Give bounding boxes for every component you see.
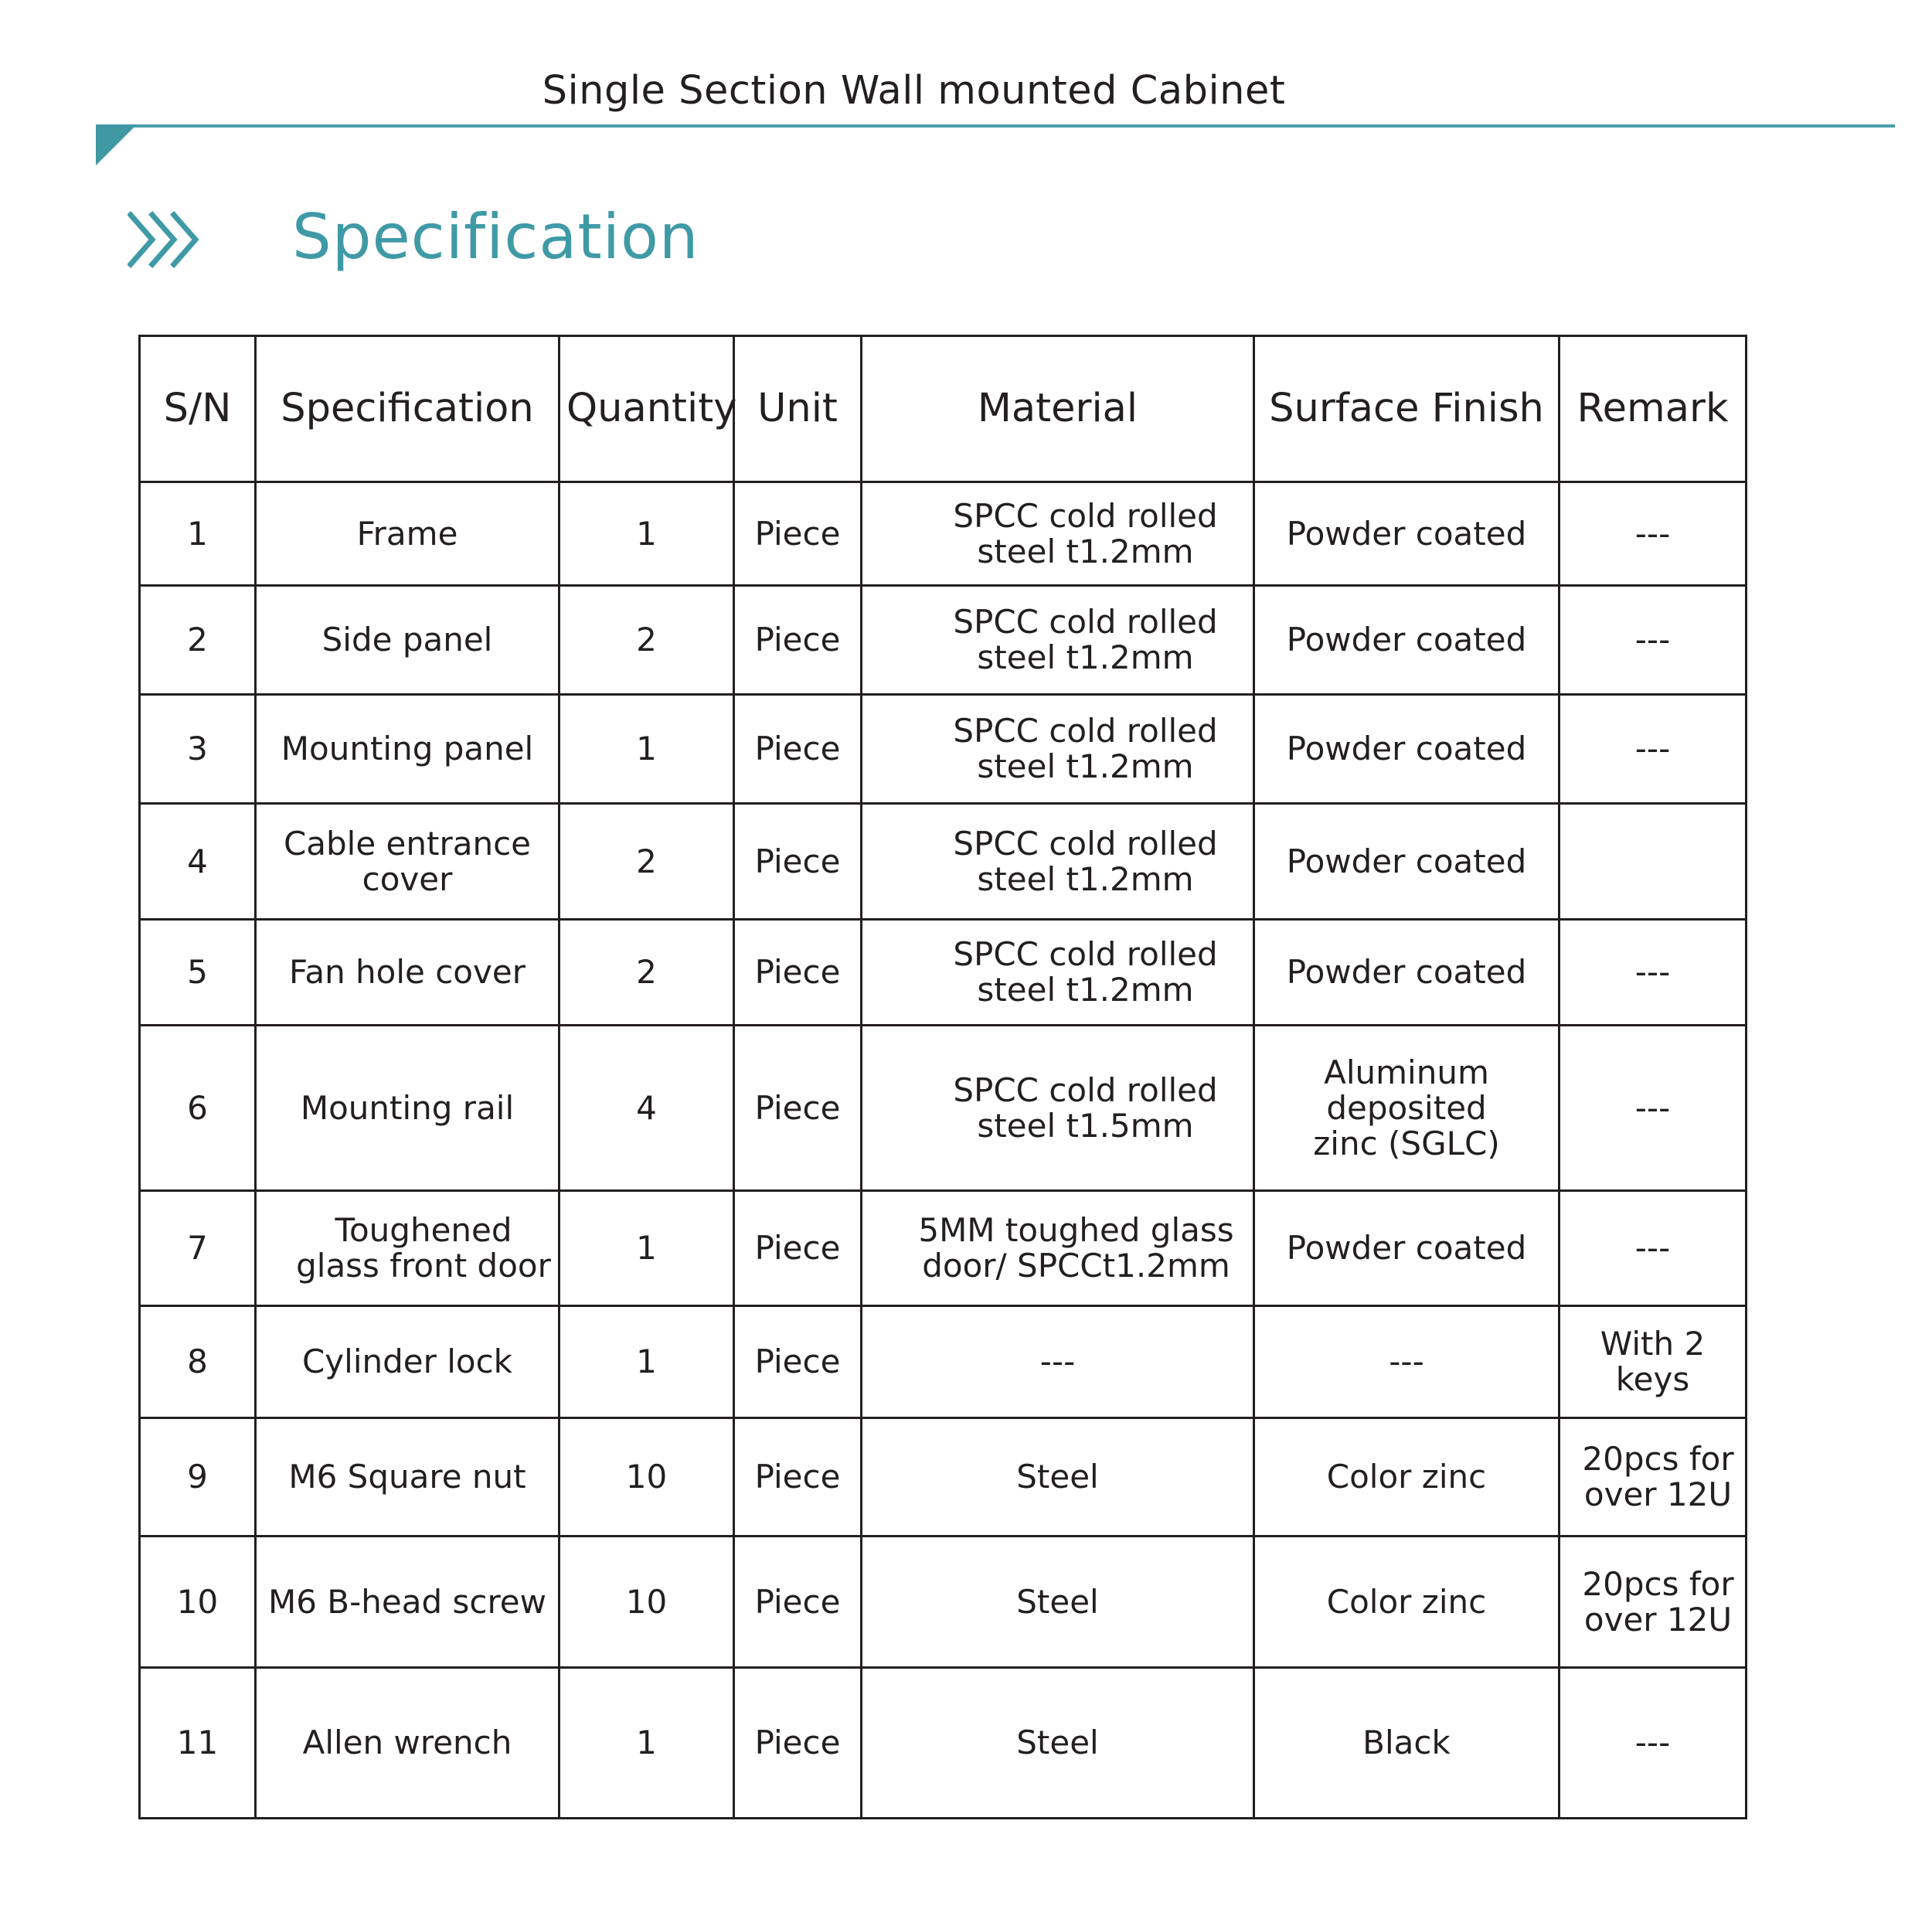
cell-qty: 4 (560, 1026, 734, 1191)
column-header: S/N (140, 336, 256, 482)
cell-unit: Piece (734, 1191, 862, 1306)
cell-remark: --- (1560, 920, 1747, 1026)
cell-spec: Mounting panel (256, 695, 560, 804)
table-row (140, 695, 1747, 804)
table-row (140, 804, 1747, 920)
cell-material: Steel (862, 1418, 1254, 1537)
document-title: Single Section Wall mounted Cabinet (542, 68, 1286, 114)
cell-sn: 6 (140, 1026, 256, 1191)
cell-finish: --- (1254, 1306, 1560, 1418)
cell-sn: 9 (140, 1418, 256, 1537)
cell-material: SPCC cold rolled steel t1.2mm (862, 695, 1254, 804)
cell-qty: 2 (560, 804, 734, 920)
cell-sn: 10 (140, 1537, 256, 1668)
cell-finish: Powder coated (1254, 586, 1560, 695)
cell-spec: M6 B-head screw (256, 1537, 560, 1668)
cell-material: SPCC cold rolled steel t1.2mm (862, 586, 1254, 695)
cell-sn: 5 (140, 920, 256, 1026)
cell-unit: Piece (734, 920, 862, 1026)
cell-material: SPCC cold rolled steel t1.5mm (862, 1026, 1254, 1191)
cell-qty: 10 (560, 1537, 734, 1668)
cell-unit: Piece (734, 695, 862, 804)
cell-remark: --- (1560, 1026, 1747, 1191)
cell-material: Steel (862, 1537, 1254, 1668)
cell-sn: 7 (140, 1191, 256, 1306)
cell-unit: Piece (734, 1537, 862, 1668)
table-row (140, 1191, 1747, 1306)
cell-material: SPCC cold rolled steel t1.2mm (862, 482, 1254, 586)
cell-spec: Fan hole cover (256, 920, 560, 1026)
table-row (140, 1537, 1747, 1668)
cell-remark: With 2 keys (1560, 1306, 1747, 1418)
cell-qty: 2 (560, 586, 734, 695)
cell-remark (1560, 804, 1747, 920)
cell-spec: Side panel (256, 586, 560, 695)
cell-qty: 2 (560, 920, 734, 1026)
cell-unit: Piece (734, 1306, 862, 1418)
column-header: Quantity (560, 336, 734, 482)
cell-sn: 3 (140, 695, 256, 804)
cell-qty: 1 (560, 1668, 734, 1819)
cell-unit: Piece (734, 1668, 862, 1819)
cell-sn: 2 (140, 586, 256, 695)
cell-finish: Color zinc (1254, 1418, 1560, 1537)
cell-remark: --- (1560, 1191, 1747, 1306)
table-row (140, 482, 1747, 586)
cell-spec: Cable entrance cover (256, 804, 560, 920)
cell-qty: 1 (560, 482, 734, 586)
cell-remark: 20pcs for over 12U (1560, 1537, 1747, 1668)
header-rule (96, 124, 1895, 128)
header-rule-corner (96, 124, 137, 165)
cell-qty: 10 (560, 1418, 734, 1537)
cell-sn: 8 (140, 1306, 256, 1418)
cell-unit: Piece (734, 804, 862, 920)
column-header: Specification (256, 336, 560, 482)
cell-material: SPCC cold rolled steel t1.2mm (862, 804, 1254, 920)
cell-finish: Black (1254, 1668, 1560, 1819)
table-row (140, 1668, 1747, 1819)
column-header: Material (862, 336, 1254, 482)
cell-finish: Aluminum deposited zinc (SGLC) (1254, 1026, 1560, 1191)
cell-unit: Piece (734, 586, 862, 695)
cell-finish: Powder coated (1254, 920, 1560, 1026)
cell-sn: 1 (140, 482, 256, 586)
table-row (140, 586, 1747, 695)
cell-material: 5MM toughed glass door/ SPCCt1.2mm (862, 1191, 1254, 1306)
cell-spec: Cylinder lock (256, 1306, 560, 1418)
cell-unit: Piece (734, 1026, 862, 1191)
cell-material: --- (862, 1306, 1254, 1418)
cell-remark: --- (1560, 695, 1747, 804)
cell-finish: Powder coated (1254, 804, 1560, 920)
cell-remark: 20pcs for over 12U (1560, 1418, 1747, 1537)
column-header: Remark (1560, 336, 1747, 482)
table-row (140, 1026, 1747, 1191)
cell-material: SPCC cold rolled steel t1.2mm (862, 920, 1254, 1026)
cell-finish: Color zinc (1254, 1537, 1560, 1668)
specification-table (138, 335, 1747, 1819)
cell-spec: Mounting rail (256, 1026, 560, 1191)
cell-remark: --- (1560, 482, 1747, 586)
cell-spec: Allen wrench (256, 1668, 560, 1819)
cell-unit: Piece (734, 482, 862, 586)
cell-spec: Frame (256, 482, 560, 586)
table-row (140, 1306, 1747, 1418)
table-row (140, 920, 1747, 1026)
section-title: Specification (292, 201, 699, 273)
cell-spec: M6 Square nut (256, 1418, 560, 1537)
table-header-row (140, 336, 1747, 482)
cell-qty: 1 (560, 695, 734, 804)
cell-qty: 1 (560, 1306, 734, 1418)
table-row (140, 1418, 1747, 1537)
triple-chevron-right-icon (128, 210, 213, 269)
cell-qty: 1 (560, 1191, 734, 1306)
cell-unit: Piece (734, 1418, 862, 1537)
cell-remark: --- (1560, 586, 1747, 695)
cell-remark: --- (1560, 1668, 1747, 1819)
cell-finish: Powder coated (1254, 695, 1560, 804)
cell-sn: 4 (140, 804, 256, 920)
cell-spec: Toughened glass front door (256, 1191, 560, 1306)
cell-finish: Powder coated (1254, 1191, 1560, 1306)
cell-finish: Powder coated (1254, 482, 1560, 586)
column-header: Unit (734, 336, 862, 482)
cell-material: Steel (862, 1668, 1254, 1819)
cell-sn: 11 (140, 1668, 256, 1819)
column-header: Surface Finish (1254, 336, 1560, 482)
